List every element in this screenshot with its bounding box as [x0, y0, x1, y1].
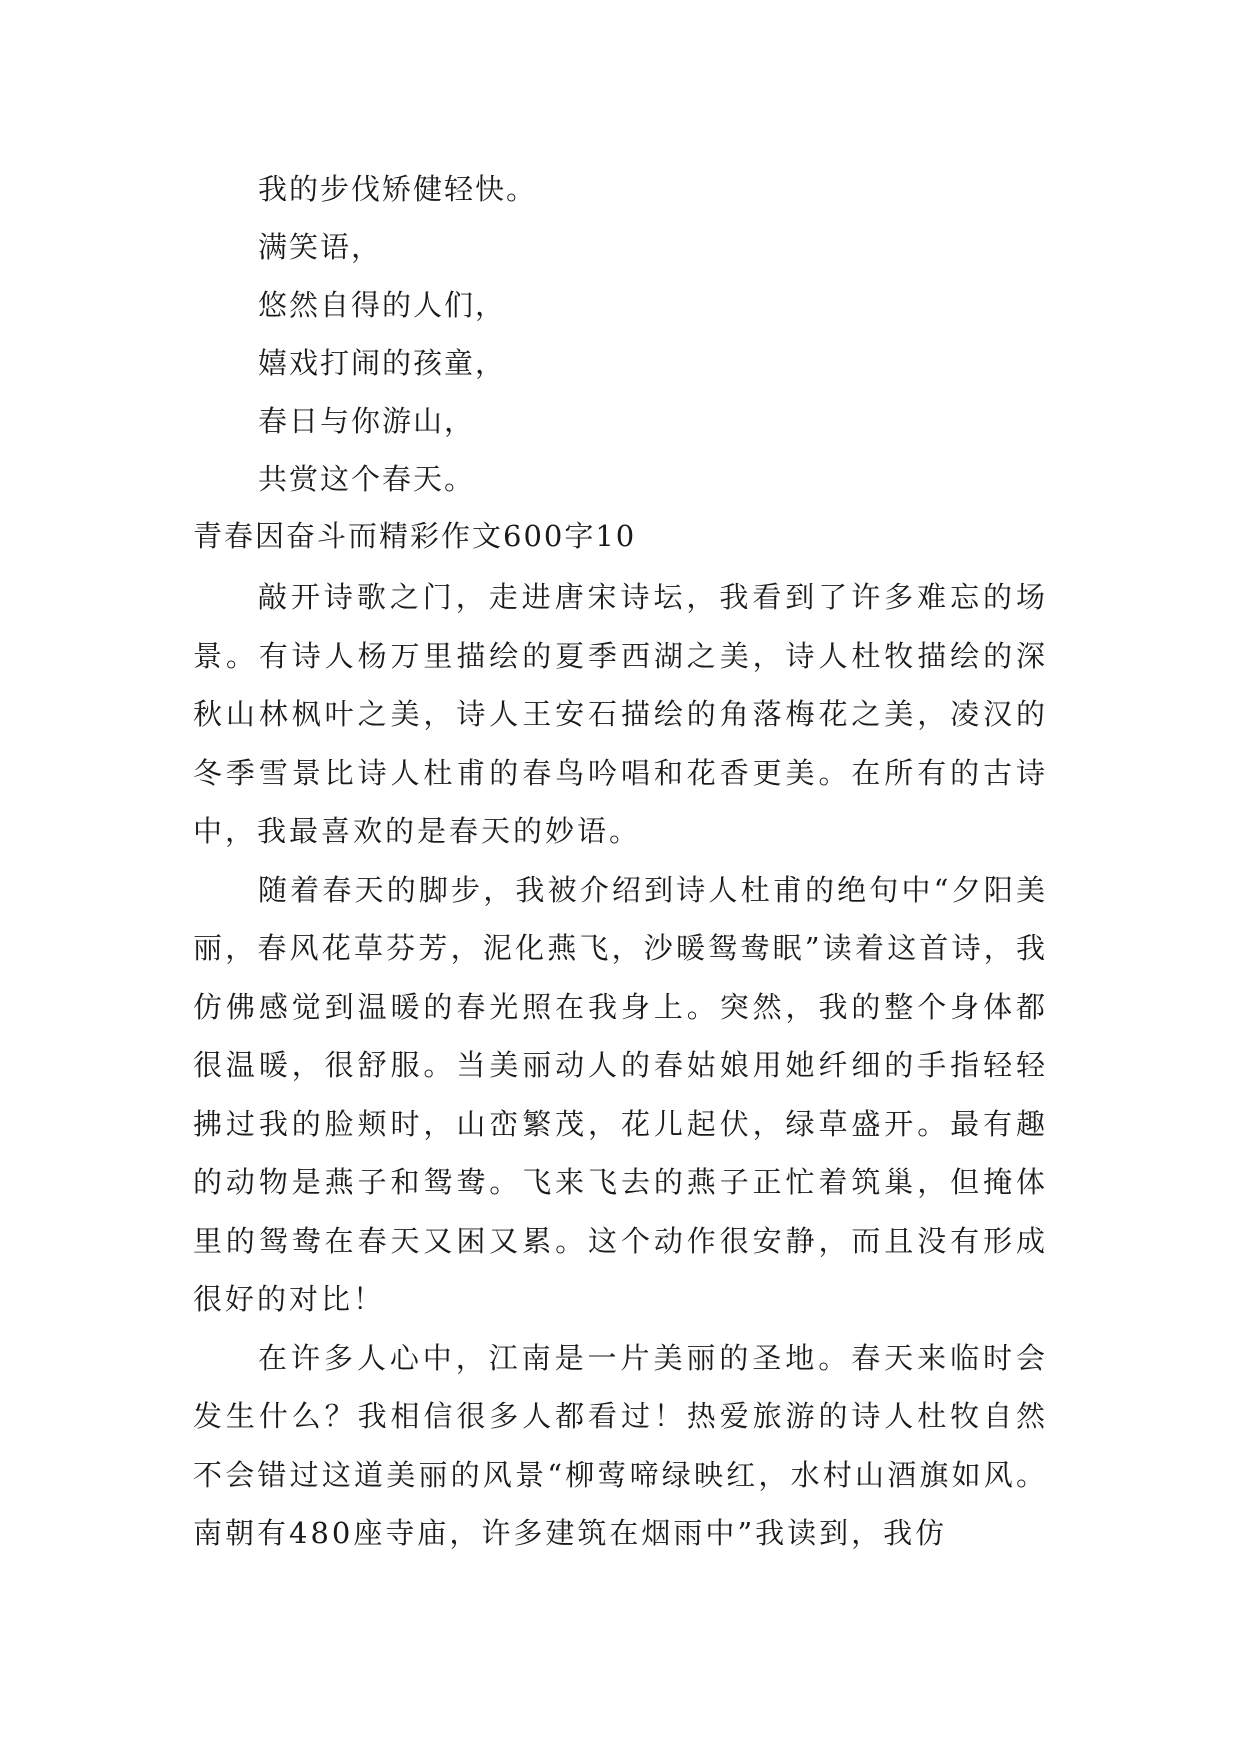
poem-line: 春日与你游山，: [258, 404, 476, 438]
poem-line: 共赏这个春天。: [258, 462, 476, 496]
essay-paragraph: 在许多人心中，江南是一片美丽的圣地。春天来临时会发生什么？我相信很多人都看过！热爱旅游的诗人杜牧自然不会错过这道美丽的风景“柳莺啼绿映红，水村山酒旗如风。南朝有480座寺庙，许多建筑在烟雨中”我读到，我仿: [193, 1340, 1048, 1550]
poem-line: 嬉戏打闹的孩童，: [258, 346, 507, 380]
poem-line: 我的步伐矫健轻快。: [258, 172, 538, 206]
essay-paragraph: 随着春天的脚步，我被介绍到诗人杜甫的绝句中“夕阳美丽，春风花草芬芳，泥化燕飞，沙暖鸳鸯眠”读着这首诗，我仿佛感觉到温暖的春光照在我身上。突然，我的整个身体都很温暖，很舒服。当美丽动人的春姑娘用她纤细的手指轻轻拂过我的脸颊时，山峦繁茂，花儿起伏，绿草盛开。最有趣的动物是燕子和鸳鸯。飞来飞去的燕子正忙着筑巢，但掩体里的鸳鸯在春天又困又累。这个动作很安静，而且没有形成很好的对比！: [193, 872, 1048, 1316]
poem-block: [258, 160, 1078, 508]
essay-heading: 青春因奋斗而精彩作文600字10: [193, 519, 637, 553]
poem-line: 悠然自得的人们，: [258, 288, 507, 322]
essay-body: [193, 568, 1048, 1563]
essay-paragraph: 敲开诗歌之门，走进唐宋诗坛，我看到了许多难忘的场景。有诗人杨万里描绘的夏季西湖之美，诗人杜牧描绘的深秋山林枫叶之美，诗人王安石描绘的角落梅花之美，凌汉的冬季雪景比诗人杜甫的春鸟吟唱和花香更美。在所有的古诗中，我最喜欢的是春天的妙语。: [193, 580, 1048, 848]
poem-line: 满笑语，: [258, 230, 383, 264]
